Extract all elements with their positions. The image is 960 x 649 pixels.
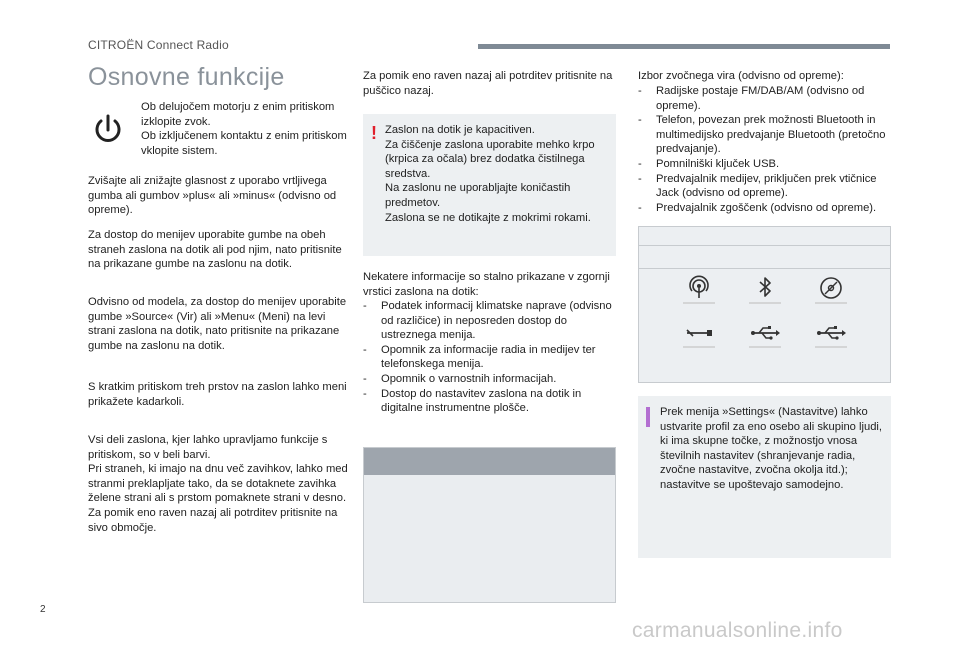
top-bar-intro: Nekatere informacije so stalno prikazane v zgornji vrstici zaslona na dotik: bbox=[363, 271, 610, 298]
page-number: 2 bbox=[40, 604, 46, 615]
list-item: - Predvajalnik zgoščenk (odvisno od opreme). bbox=[638, 201, 900, 216]
back-arrow-paragraph: Za pomik eno raven nazaj ali potrditev pritisnite na puščico nazaj. bbox=[363, 70, 613, 97]
usb-icon bbox=[745, 313, 785, 353]
list-item: - Dostop do nastavitev zaslona na dotik in digitalne instrumentne plošče. bbox=[363, 387, 618, 416]
list-item: - Podatek informacij klimatske naprave (odvisno od različice) in neposreden dostop do ustreznega menija. bbox=[363, 299, 618, 343]
power-icon bbox=[88, 110, 128, 150]
screen-illustration-sources bbox=[638, 226, 891, 383]
usb-icon bbox=[811, 313, 851, 353]
list-item: - Opomnik za informacije radia in medijev ter telefonskega menija. bbox=[363, 343, 618, 372]
list-item: - Predvajalnik medijev, priključen prek vtičnice Jack (odvisno od opreme). bbox=[638, 172, 900, 201]
screen-illustration-top-bar bbox=[363, 447, 616, 603]
menu-access-paragraph: Za dostop do menijev uporabite gumbe na obeh straneh zaslona na dotik ali pod njim, nato pritisnite na prikazane gumbe na zaslonu na dotik. bbox=[88, 229, 342, 271]
info-icon bbox=[646, 407, 650, 427]
info-text: Prek menija »Settings« (Nastavitve) lahko ustvarite profil za eno osebo ali skupino ljudi, ki ima skupne točke, z možnostjo vnosa številnih nastavitev (shranjevanje radia, zvočne nastavitve, zvočna okolja itd.); nastavitve se upoštevajo samodejno. bbox=[660, 406, 883, 491]
warning-note bbox=[363, 114, 616, 256]
radio-icon bbox=[679, 269, 719, 309]
header-accent-bar bbox=[478, 44, 890, 49]
warning-text: Zaslon na dotik je kapacitiven. Za čiščenje zaslona uporabite mehko krpo (krpica za očala) brez dodatka čistilnega sredstva. Na zaslonu ne uporabljajte koničastih predmetov. Zaslona se ne dotikajte z mokrimi rokami. bbox=[385, 124, 595, 224]
jack-icon bbox=[679, 313, 719, 353]
info-note bbox=[638, 396, 891, 558]
bluetooth-icon bbox=[745, 269, 785, 309]
watermark: carmanualsonline.info bbox=[632, 619, 843, 642]
audio-source-list bbox=[638, 84, 900, 215]
volume-paragraph: Zvišajte ali znižajte glasnost z uporabo vrtljivega gumba ali gumbov »plus« ali »minus« (odvisno od opreme). bbox=[88, 175, 337, 217]
three-finger-paragraph: S kratkim pritiskom treh prstov na zaslon lahko meni prikažete kadarkoli. bbox=[88, 381, 347, 408]
audio-source-intro: Izbor zvočnega vira (odvisno od opreme): bbox=[638, 70, 844, 82]
cd-icon bbox=[811, 269, 851, 309]
list-item: - Opomnik o varnostnih informacijah. bbox=[363, 372, 618, 387]
list-item: - Telefon, povezan prek možnosti Bluetooth in multimedijsko predvajanje Bluetooth (pretočno predvajanje). bbox=[638, 113, 900, 157]
power-description: Ob delujočem motorju z enim pritiskom izklopite zvok. Ob izključenem kontaktu z enim pritiskom vklopite sistem. bbox=[141, 101, 347, 157]
source-menu-paragraph: Odvisno od modela, za dostop do menijev uporabite gumbe »Source« (Vir) ali »Menu« (Meni) na levi strani zaslona na dotik, nato pritisnite na prikazane gumbe na zaslonu na dotik. bbox=[88, 296, 347, 352]
top-bar-list bbox=[363, 299, 618, 416]
list-item: - Radijske postaje FM/DAB/AM (odvisno od opreme). bbox=[638, 84, 900, 113]
screen-top-bar bbox=[364, 448, 615, 475]
divider bbox=[639, 245, 890, 246]
page-title: Osnovne funkcije bbox=[88, 63, 285, 91]
touch-areas-paragraph: Vsi deli zaslona, kjer lahko upravljamo funkcije s pritiskom, so v beli barvi. Pri straneh, ki imajo na dnu več zavihkov, lahko med stranmi preklapljate tako, da se dotaknete zavihka želene strani ali s prstom pomaknete strani v desno. Za pomik eno raven nazaj ali potrditev pritisnite na sivo območje. bbox=[88, 434, 348, 534]
list-item: - Pomnilniški ključek USB. bbox=[638, 157, 900, 172]
warning-icon: ! bbox=[371, 123, 377, 143]
running-header: CITROËN Connect Radio bbox=[88, 38, 229, 52]
